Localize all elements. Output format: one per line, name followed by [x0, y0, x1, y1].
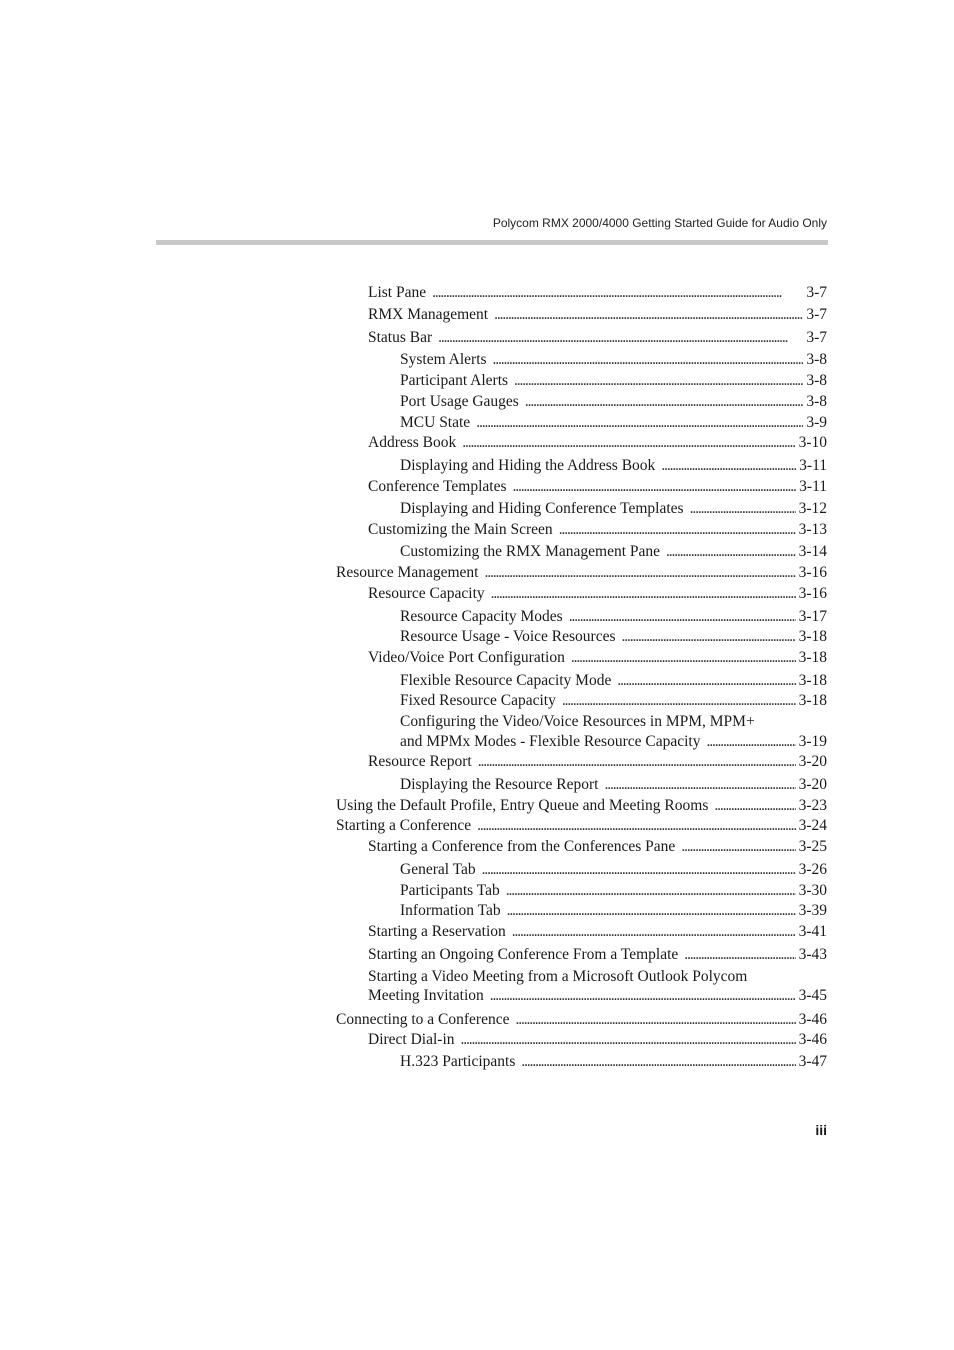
toc-entry-line[interactable]: Configuring the Video/Voice Resources in MPM, MPM+	[400, 713, 755, 730]
dot-leader	[604, 775, 795, 795]
dot-leader	[714, 796, 795, 816]
dot-leader	[493, 350, 804, 370]
toc-entry-page: 3-20	[798, 776, 827, 793]
dot-leader	[690, 499, 796, 519]
toc-entry-title: List Pane	[368, 284, 427, 301]
toc-entry-title: Fixed Resource Capacity	[400, 692, 556, 709]
toc-entry-title: Resource Usage - Voice Resources	[400, 628, 616, 645]
dot-leader	[476, 413, 803, 433]
dot-leader	[666, 542, 796, 562]
dot-leader	[622, 627, 796, 647]
toc-entry-page: 3-8	[806, 372, 827, 389]
dot-leader	[559, 520, 796, 540]
toc-entry[interactable]	[368, 752, 827, 772]
toc-entry-title: Status Bar	[368, 329, 433, 346]
toc-entry-title: Video/Voice Port Configuration	[368, 649, 565, 666]
dot-leader	[571, 648, 796, 668]
dot-leader	[617, 671, 795, 691]
toc-entry-title: Displaying and Hiding the Address Book	[400, 457, 656, 474]
toc-entry-title: Resource Management	[336, 564, 479, 581]
toc-entry-title: Direct Dial-in	[368, 1031, 455, 1048]
toc-entry-page: 3-46	[798, 1011, 827, 1028]
toc-entry-page: 3-23	[798, 797, 827, 814]
dot-leader	[506, 881, 796, 901]
dot-leader	[513, 477, 797, 497]
toc-entry-page: 3-18	[798, 649, 827, 666]
toc-entry-title: Resource Capacity Modes	[400, 608, 563, 625]
toc-entry-page: 3-41	[798, 923, 827, 940]
toc-entry-title: General Tab	[400, 861, 476, 878]
toc-entry[interactable]	[336, 796, 827, 816]
toc-entry-page: 3-17	[798, 608, 827, 625]
toc-entry-title: H.323 Participants	[400, 1053, 516, 1070]
toc-entry-page: 3-14	[798, 543, 827, 560]
toc-entry-page: 3-39	[798, 902, 827, 919]
dot-leader	[521, 1052, 795, 1072]
toc-entry-page: 3-47	[798, 1053, 827, 1070]
dot-leader	[681, 837, 795, 857]
toc-entry[interactable]	[368, 477, 827, 497]
toc-entry[interactable]	[400, 413, 827, 433]
toc-entry-page: 3-16	[798, 585, 827, 602]
toc-entry[interactable]	[400, 860, 827, 880]
toc-entry[interactable]	[368, 328, 827, 348]
dot-leader	[494, 305, 803, 325]
toc-entry-page: 3-12	[798, 500, 827, 517]
dot-leader	[684, 945, 795, 965]
dot-leader	[482, 860, 796, 880]
dot-leader	[438, 328, 803, 348]
toc-entry-title: Resource Capacity	[368, 585, 485, 602]
toc-entry-title: Customizing the RMX Management Pane	[400, 543, 661, 560]
toc-entry[interactable]	[368, 520, 827, 540]
dot-leader	[478, 752, 796, 772]
toc-entry-page: 3-45	[798, 987, 827, 1004]
toc-entry[interactable]	[368, 837, 827, 857]
toc-entry-page: 3-43	[798, 946, 827, 963]
page-number: iii	[815, 1122, 827, 1138]
toc-entry-page: 3-7	[806, 329, 827, 346]
toc-entry[interactable]	[368, 283, 827, 303]
toc-entry[interactable]	[400, 350, 827, 370]
toc-entry-page: 3-7	[806, 306, 827, 323]
toc-entry-page: 3-10	[798, 434, 827, 451]
toc-entry[interactable]	[400, 371, 827, 391]
toc-entry-page: 3-24	[798, 817, 827, 834]
toc-entry-title: Displaying and Hiding Conference Templates	[400, 500, 684, 517]
toc-entry-title: Meeting Invitation	[368, 987, 484, 1004]
toc-entry[interactable]	[368, 1030, 827, 1050]
toc-entry[interactable]	[368, 922, 827, 942]
toc-entry[interactable]	[400, 542, 827, 562]
toc-entry-title: Conference Templates	[368, 478, 507, 495]
toc-entry[interactable]	[400, 392, 827, 412]
dot-leader	[477, 816, 795, 836]
toc-entry-title: Displaying the Resource Report	[400, 776, 599, 793]
dot-leader	[562, 691, 796, 711]
dot-leader	[484, 563, 795, 583]
toc-entry-page: 3-11	[799, 457, 827, 474]
toc-entry-title: and MPMx Modes - Flexible Resource Capacity	[400, 733, 701, 750]
toc-entry[interactable]	[368, 986, 827, 1006]
toc-entry-title: Port Usage Gauges	[400, 393, 519, 410]
toc-entry-title: Resource Report	[368, 753, 472, 770]
toc-entry-title: Starting an Ongoing Conference From a Template	[368, 946, 679, 963]
toc-entry-page: 3-26	[798, 861, 827, 878]
toc-entry-title: System Alerts	[400, 351, 487, 368]
dot-leader	[661, 456, 796, 476]
toc-entry[interactable]	[400, 607, 827, 627]
toc-entry-page: 3-20	[798, 753, 827, 770]
toc-entry[interactable]	[400, 901, 827, 921]
toc-entry[interactable]	[400, 775, 827, 795]
dot-leader	[491, 584, 796, 604]
toc-entry-title: Starting a Reservation	[368, 923, 506, 940]
toc-entry-page: 3-8	[806, 393, 827, 410]
toc-entry-page: 3-9	[806, 414, 827, 431]
toc-entry-title: Address Book	[368, 434, 457, 451]
toc-entry-page: 3-16	[798, 564, 827, 581]
toc-entry-page: 3-25	[798, 838, 827, 855]
dot-leader	[507, 901, 796, 921]
toc-entry-page: 3-18	[798, 672, 827, 689]
toc-entry-title: Information Tab	[400, 902, 501, 919]
dot-leader	[525, 392, 804, 412]
toc-entry-page: 3-19	[798, 733, 827, 750]
toc-entry-title: Starting a Conference from the Conferences Pane	[368, 838, 676, 855]
dot-leader	[490, 986, 796, 1006]
toc-entry[interactable]	[400, 881, 827, 901]
dot-leader	[569, 607, 796, 627]
toc-entry-line[interactable]: Starting a Video Meeting from a Microsoft Outlook Polycom	[368, 968, 748, 985]
dot-leader	[706, 732, 795, 752]
toc-entry-title: Starting a Conference	[336, 817, 472, 834]
toc-entry-page: 3-11	[799, 478, 827, 495]
dot-leader	[515, 1010, 795, 1030]
toc-entry-title: Connecting to a Conference	[336, 1011, 510, 1028]
toc-entry[interactable]	[336, 1010, 827, 1030]
toc-entry[interactable]	[400, 627, 827, 647]
toc-entry[interactable]	[336, 563, 827, 583]
toc-entry[interactable]	[400, 691, 827, 711]
toc-entry[interactable]	[336, 816, 827, 836]
toc-entry-page: 3-18	[798, 628, 827, 645]
toc-entry-page: 3-8	[806, 351, 827, 368]
dot-leader	[514, 371, 803, 391]
toc-entry-title: Using the Default Profile, Entry Queue and Meeting Rooms	[336, 797, 709, 814]
toc-entry[interactable]	[368, 433, 827, 453]
toc-entry-title: Participant Alerts	[400, 372, 509, 389]
toc-entry-title: RMX Management	[368, 306, 489, 323]
toc-entry[interactable]	[400, 1052, 827, 1072]
dot-leader	[512, 922, 796, 942]
toc-entry-page: 3-46	[798, 1031, 827, 1048]
toc-entry[interactable]	[368, 584, 827, 604]
dot-leader	[432, 283, 803, 303]
toc-entry-title: Participants Tab	[400, 882, 500, 899]
toc-entry-page: 3-18	[798, 692, 827, 709]
toc-entry-page: 3-13	[798, 521, 827, 538]
toc-entry-page: 3-7	[806, 284, 827, 301]
toc-entry[interactable]	[400, 456, 827, 476]
toc-entry-page: 3-30	[798, 882, 827, 899]
toc-entry[interactable]	[368, 945, 827, 965]
running-header: Polycom RMX 2000/4000 Getting Started Guide for Audio Only	[492, 216, 827, 230]
toc-entry-title: MCU State	[400, 414, 471, 431]
toc-entry[interactable]	[400, 732, 827, 752]
dot-leader	[462, 433, 795, 453]
toc-entry[interactable]	[400, 671, 827, 691]
toc-entry-title: Flexible Resource Capacity Mode	[400, 672, 612, 689]
toc-entry[interactable]	[400, 499, 827, 519]
dot-leader	[461, 1030, 796, 1050]
toc-entry[interactable]	[368, 305, 827, 325]
toc-entry-title: Customizing the Main Screen	[368, 521, 553, 538]
toc-entry[interactable]	[368, 648, 827, 668]
